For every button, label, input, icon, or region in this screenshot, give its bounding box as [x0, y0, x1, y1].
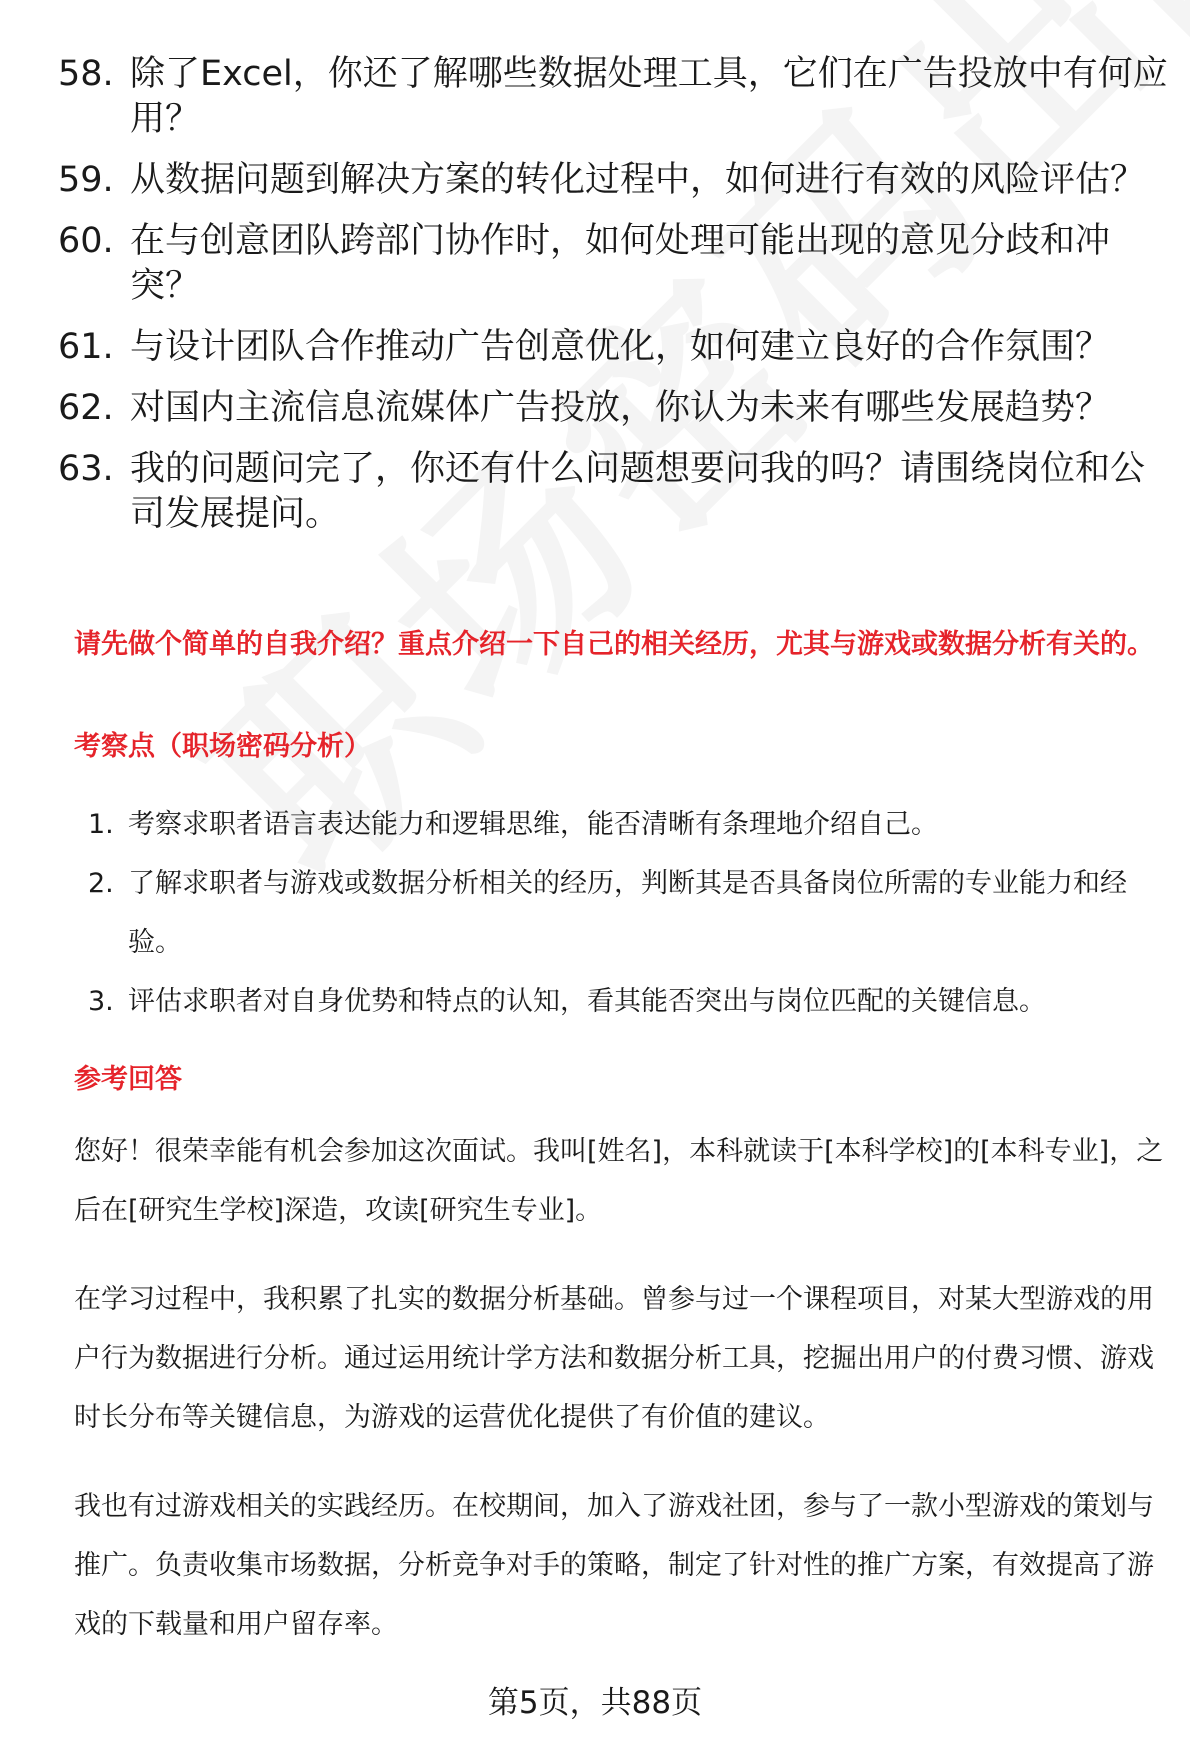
section-question-heading: 请先做个简单的自我介绍？重点介绍一下自己的相关经历，尤其与游戏或数据分析有关的。: [74, 629, 1154, 660]
question-number: 62.: [58, 388, 114, 428]
list-item-text: 了解求职者与游戏或数据分析相关的经历，判断其是否具备岗位所需的专业能力和经验。: [128, 868, 1127, 958]
examine-points-list: [88, 795, 1163, 1031]
question-number: 59.: [58, 160, 114, 200]
question-text: 我的问题问完了，你还有什么问题想要问我的吗？请围绕岗位和公司发展提问。: [130, 449, 1146, 534]
examine-points-label: 考察点（职场密码分析）: [74, 731, 371, 762]
question-text: 从数据问题到解决方案的转化过程中，如何进行有效的风险评估？: [130, 160, 1146, 200]
answer-paragraph: 我也有过游戏相关的实践经历。在校期间，加入了游戏社团，参与了一款小型游戏的策划与推广。负责收集市场数据，分析竞争对手的策略，制定了针对性的推广方案，有效提高了游戏的下载量和用户留存率。: [74, 1491, 1154, 1640]
reference-answer-label: 参考回答: [74, 1064, 182, 1095]
question-text: 除了Excel，你还了解哪些数据处理工具，它们在广告投放中有何应用？: [130, 54, 1168, 139]
list-item-number: 3.: [88, 986, 114, 1017]
question-item: [58, 52, 1168, 142]
list-item-number: 2.: [88, 868, 114, 899]
list-item-number: 1.: [88, 809, 114, 840]
question-item: [58, 447, 1168, 537]
question-item: [58, 325, 1168, 370]
reference-answer-body: [74, 1122, 1164, 1684]
list-item: [88, 972, 1163, 1031]
question-text: 与设计团队合作推动广告创意优化，如何建立良好的合作氛围？: [130, 327, 1111, 367]
question-text: 在与创意团队跨部门协作时，如何处理可能出现的意见分歧和冲突？: [130, 221, 1111, 306]
question-text: 对国内主流信息流媒体广告投放，你认为未来有哪些发展趋势？: [130, 388, 1111, 428]
list-item: [88, 854, 1163, 972]
question-number: 63.: [58, 449, 114, 489]
question-item: [58, 158, 1168, 203]
list-item-text: 评估求职者对自身优势和特点的认知，看其能否突出与岗位匹配的关键信息。: [128, 986, 1046, 1017]
question-list: [58, 52, 1168, 553]
answer-paragraph: 您好！很荣幸能有机会参加这次面试。我叫[姓名]，本科就读于[本科学校]的[本科专业]，之后在[研究生学校]深造，攻读[研究生专业]。: [74, 1136, 1164, 1226]
question-number: 58.: [58, 54, 114, 94]
question-number: 60.: [58, 221, 114, 261]
answer-paragraph: 在学习过程中，我积累了扎实的数据分析基础。曾参与过一个课程项目，对某大型游戏的用户行为数据进行分析。通过运用统计学方法和数据分析工具，挖掘出用户的付费习惯、游戏时长分布等关键信息，为游戏的运营优化提供了有价值的建议。: [74, 1284, 1154, 1433]
question-item: [58, 219, 1168, 309]
list-item-text: 考察求职者语言表达能力和逻辑思维，能否清晰有条理地介绍自己。: [128, 809, 938, 840]
question-item: [58, 386, 1168, 431]
question-number: 61.: [58, 327, 114, 367]
list-item: [88, 795, 1163, 854]
page-footer: 第5页，共88页: [487, 1685, 703, 1721]
